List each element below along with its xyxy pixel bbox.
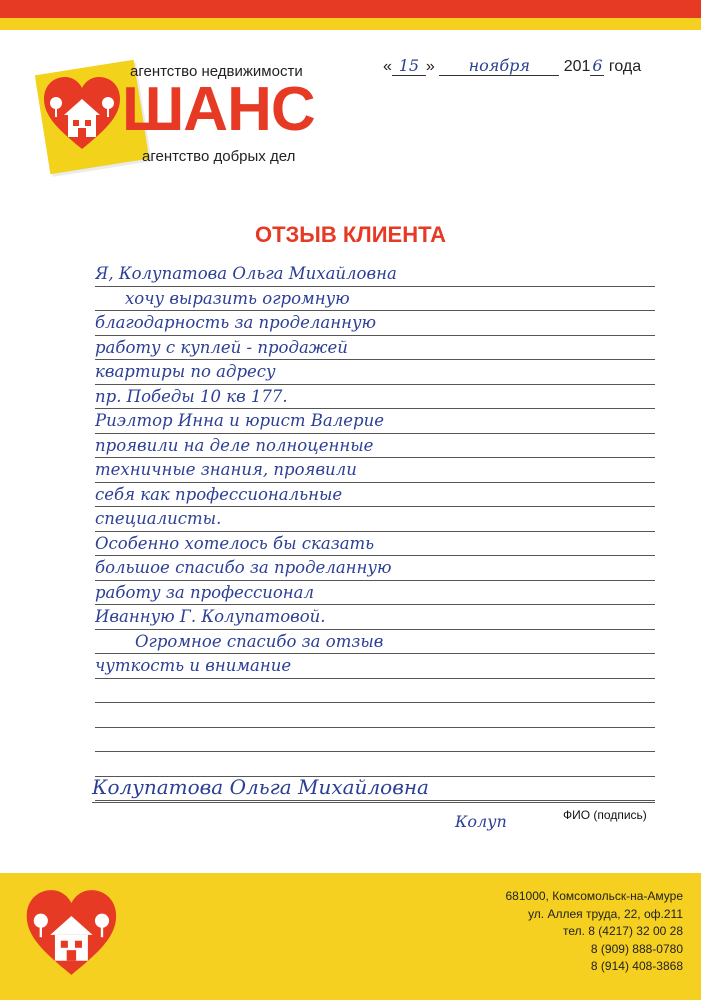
- heart-house-icon: [40, 73, 125, 153]
- review-line: Я, Колупатова Ольга Михайловна: [95, 262, 655, 287]
- footer-address: [506, 888, 684, 976]
- phone-line: тел. 8 (4217) 32 00 28: [562, 924, 683, 938]
- review-line: чуткость и внимание: [95, 654, 655, 679]
- review-line: работу с куплей - продажей: [95, 336, 655, 361]
- review-line: специалисты.: [95, 507, 655, 532]
- review-line: работу за профессионал: [95, 581, 655, 606]
- phone-line: 8 (909) 888-0780: [590, 941, 683, 956]
- document-title: ОТЗЫВ КЛИЕНТА: [254, 222, 447, 247]
- review-line: техничные знания, проявили: [95, 458, 655, 483]
- document-date: [383, 56, 641, 76]
- review-line: благодарность за проделанную: [95, 311, 655, 336]
- agency-tagline-top: агентство недвижимости: [130, 63, 303, 80]
- date-year-prefix: 201: [563, 58, 591, 75]
- review-text-lines: [95, 262, 655, 801]
- date-open-quote: «: [383, 58, 392, 75]
- phone-line: 8 (914) 408-3868: [590, 959, 683, 973]
- review-line: большое спасибо за проделанную: [95, 556, 655, 581]
- top-color-band: [0, 0, 701, 30]
- address-line: ул. Аллея труда, 22, оф.211: [528, 906, 683, 921]
- brand-name: ШАНС: [122, 75, 315, 144]
- agency-logo: [30, 55, 360, 175]
- date-year-word: года: [608, 58, 642, 75]
- address-line: 681000, Комсомольск-на-Амуре: [505, 889, 683, 903]
- review-line: пр. Победы 10 кв 177.: [95, 385, 655, 410]
- review-line: [95, 679, 655, 704]
- review-line: [95, 728, 655, 753]
- agency-tagline-bottom: агентство добрых дел: [142, 148, 296, 165]
- review-line: квартиры по адресу: [95, 360, 655, 385]
- signature-mark: Колуп: [455, 812, 507, 831]
- review-line: себя как профессиональные: [95, 483, 655, 508]
- review-line: [95, 703, 655, 728]
- review-line: Иванную Г. Колупатовой.: [95, 605, 655, 630]
- review-line: хочу выразить огромную: [95, 287, 655, 312]
- date-year-suffix: 6: [592, 56, 603, 75]
- review-line: Огромное спасибо за отзыв: [95, 630, 655, 655]
- signature-label: ФИО (подпись): [563, 808, 647, 822]
- signature-name: Колупатова Ольга Михайловна: [92, 772, 655, 803]
- date-close-quote: »: [425, 58, 435, 75]
- review-line: Риэлтор Инна и юрист Валерие: [95, 409, 655, 434]
- date-day: 15: [392, 56, 426, 76]
- review-line: Особенно хотелось бы сказать: [95, 532, 655, 557]
- date-month: ноября: [439, 56, 559, 76]
- footer-heart-house-icon: [22, 885, 122, 980]
- footer-band: [0, 873, 701, 1000]
- review-line: проявили на деле полноценные: [95, 434, 655, 459]
